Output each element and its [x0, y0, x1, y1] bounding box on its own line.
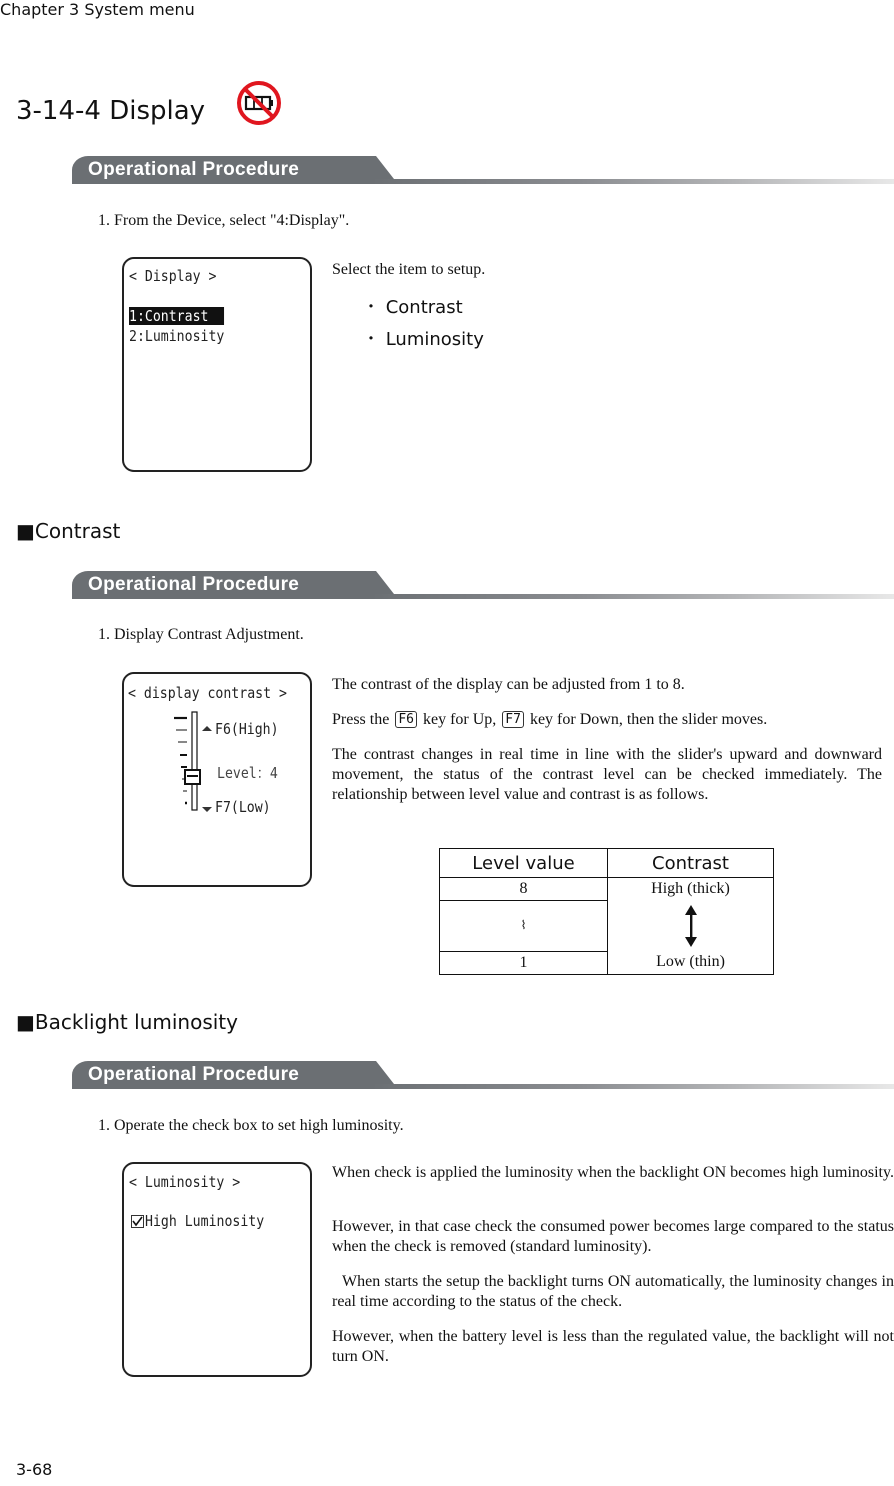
menu-item-contrast[interactable]: 1:Contrast [129, 307, 224, 325]
f7-key: F7 [502, 711, 524, 728]
menu-item-luminosity[interactable]: 2:Luminosity [129, 327, 225, 345]
screen-title: < Display > [129, 267, 217, 285]
contrast-high: High (thick) [651, 880, 730, 897]
checkmark-icon [132, 1216, 143, 1227]
banner-label: Operational Procedure [72, 571, 372, 599]
table-header-contrast: Contrast [608, 849, 774, 878]
step-check-box: 1. Operate the check box to set high luminosity. [98, 1117, 404, 1134]
f6-key: F6 [395, 711, 417, 728]
table-row: ⌇ [440, 901, 774, 951]
display-menu-screen [122, 257, 312, 472]
banner-label: Operational Procedure [72, 1061, 372, 1089]
contrast-description: The contrast changes in real time in line with the slider's upward and downward movement, the status of the contrast level can be checked immediately. The relationship between level value and contrast is as follows. [332, 746, 882, 803]
contrast-heading: ■Contrast [16, 519, 121, 543]
page-number: 3-68 [16, 1460, 53, 1479]
select-item-text: Select the item to setup. [332, 261, 486, 278]
slider-handle[interactable] [184, 769, 201, 785]
f7-low-label: F7(Low) [215, 798, 271, 816]
f6-high-label: F6(High) [215, 720, 279, 738]
contrast-screen [122, 672, 312, 887]
page-title: 3-14-4 Display [16, 96, 206, 126]
level-contrast-table [439, 848, 774, 975]
no-battery-icon [236, 80, 282, 126]
backlight-paragraph-2: However, in that case check the consumed power becomes large compared to the status when the check is removed (standard luminosity). [332, 1218, 894, 1255]
step-select-display: 1. From the Device, select "4:Display". [98, 212, 350, 229]
backlight-heading: ■Backlight luminosity [16, 1010, 238, 1034]
banner-label: Operational Procedure [72, 156, 372, 184]
step-contrast-adjustment: 1. Display Contrast Adjustment. [98, 626, 304, 643]
up-down-arrow-icon [684, 905, 698, 947]
high-luminosity-label: High Luminosity [145, 1212, 265, 1230]
contrast-range-text: The contrast of the display can be adjusted from 1 to 8. [332, 676, 685, 693]
down-arrow-icon [202, 807, 212, 812]
operational-procedure-banner [72, 571, 894, 599]
level-indicator: Level：4 [217, 764, 278, 782]
key-instructions: Press the F6 key for Up, F7 key for Down, then the slider moves. [332, 711, 768, 728]
up-arrow-icon [202, 726, 212, 731]
operational-procedure-banner [72, 1061, 894, 1089]
table-header-level: Level value [440, 849, 608, 878]
screen-title: < display contrast > [128, 684, 287, 702]
high-luminosity-checkbox[interactable] [131, 1215, 144, 1228]
table-row: 1 [440, 951, 774, 975]
backlight-paragraph-4: However, when the battery level is less than the regulated value, the backlight will not turn ON. [332, 1328, 894, 1365]
bullet-contrast: ・ Contrast [362, 297, 463, 318]
table-row: 8 High (thick) Low (thin) [440, 878, 774, 901]
backlight-paragraph-3: When starts the setup the backlight turns ON automatically, the luminosity changes in real time according to the status of the check. [332, 1273, 894, 1310]
backlight-paragraph-1: When check is applied the luminosity when the backlight ON becomes high luminosity. [332, 1164, 894, 1181]
operational-procedure-banner [72, 156, 894, 184]
screen-title: < Luminosity > [129, 1173, 241, 1191]
contrast-low: Low (thin) [656, 953, 725, 970]
bullet-luminosity: ・ Luminosity [362, 329, 484, 350]
chapter-header: Chapter 3 System menu [0, 0, 195, 19]
luminosity-screen [122, 1162, 312, 1377]
